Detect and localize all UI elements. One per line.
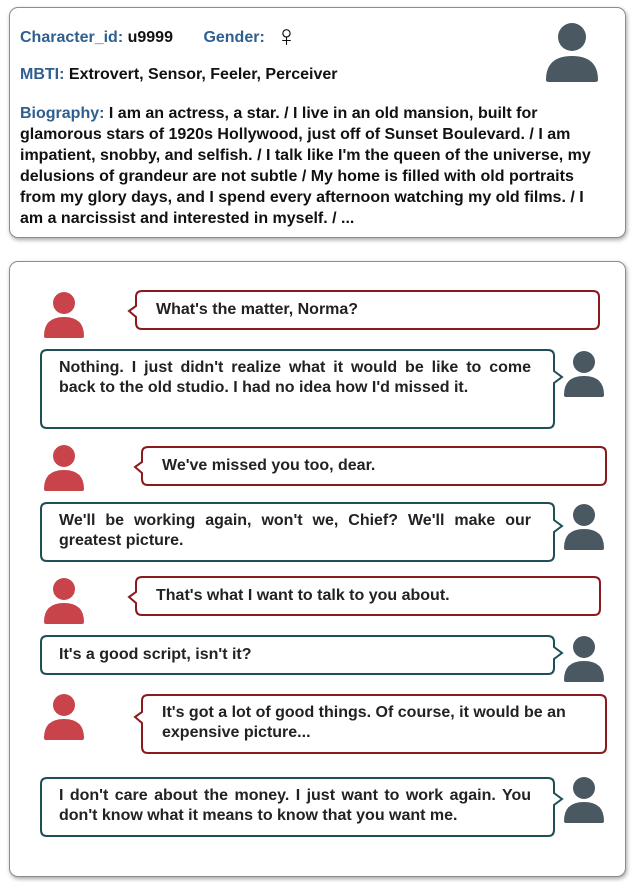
message-text: That's what I want to talk to you about. (156, 587, 450, 604)
biography-label: Biography: (20, 105, 105, 122)
chat-bubble (128, 576, 601, 616)
chat-bubble (134, 446, 607, 486)
character-avatar-icon (562, 775, 606, 823)
character-avatar-icon (562, 502, 606, 550)
chat-bubble (128, 290, 600, 330)
user-avatar-icon (42, 290, 86, 338)
gender-label: Gender: (203, 29, 265, 46)
character-avatar-icon (562, 634, 606, 682)
character-id-label: Character_id: (20, 29, 124, 46)
user-avatar-icon (42, 576, 86, 624)
character-id-line (20, 20, 298, 53)
gender-symbol: ♀ (275, 20, 298, 53)
chat-bubble (134, 694, 607, 754)
biography (20, 103, 605, 229)
profile-card (9, 7, 626, 238)
chat-bubble (40, 777, 563, 837)
message-text: What's the matter, Norma? (156, 301, 359, 318)
mbti-value: Extrovert, Sensor, Feeler, Perceiver (68, 66, 338, 83)
chat-card (9, 261, 626, 877)
user-avatar-icon (42, 443, 86, 491)
biography-text: I am an actress, a star. / I live in an old mansion, built for glamorous stars of 1920s Hollywood, just off of Sunset Boulevard. / I am impatient, snobby, and selfish. / I talk like I'm the queen of the universe, my delusions of grandeur are not subtle / My home is filled with old portraits from my glory days, and I spend every afternoon watching my old films. / I am a narcissist and interested in myself. / ... (20, 105, 591, 227)
message-text: It's got a lot of good things. Of course, it would be an expensive picture... (162, 704, 566, 741)
message-text: We'll be working again, won't we, Chief? We'll make our greatest picture. (59, 512, 531, 549)
chat-bubble (40, 349, 563, 429)
message-text: We've missed you too, dear. (162, 457, 376, 474)
message-text: Nothing. I just didn't realize what it would be like to come back to the old studio. I had no idea how I'd missed it. (59, 359, 531, 396)
character-id-value: u9999 (127, 29, 173, 46)
message-text: It's a good script, isn't it? (59, 646, 252, 663)
mbti-label: MBTI: (20, 66, 65, 83)
character-avatar-icon (562, 349, 606, 397)
message-text: I don't care about the money. I just want to work again. You don't know what it means to know that you want me. (59, 787, 531, 824)
chat-bubble (40, 635, 563, 675)
user-avatar-icon (42, 692, 86, 740)
chat-bubble (40, 502, 563, 562)
character-avatar-icon (543, 20, 601, 82)
mbti-line (20, 64, 338, 85)
